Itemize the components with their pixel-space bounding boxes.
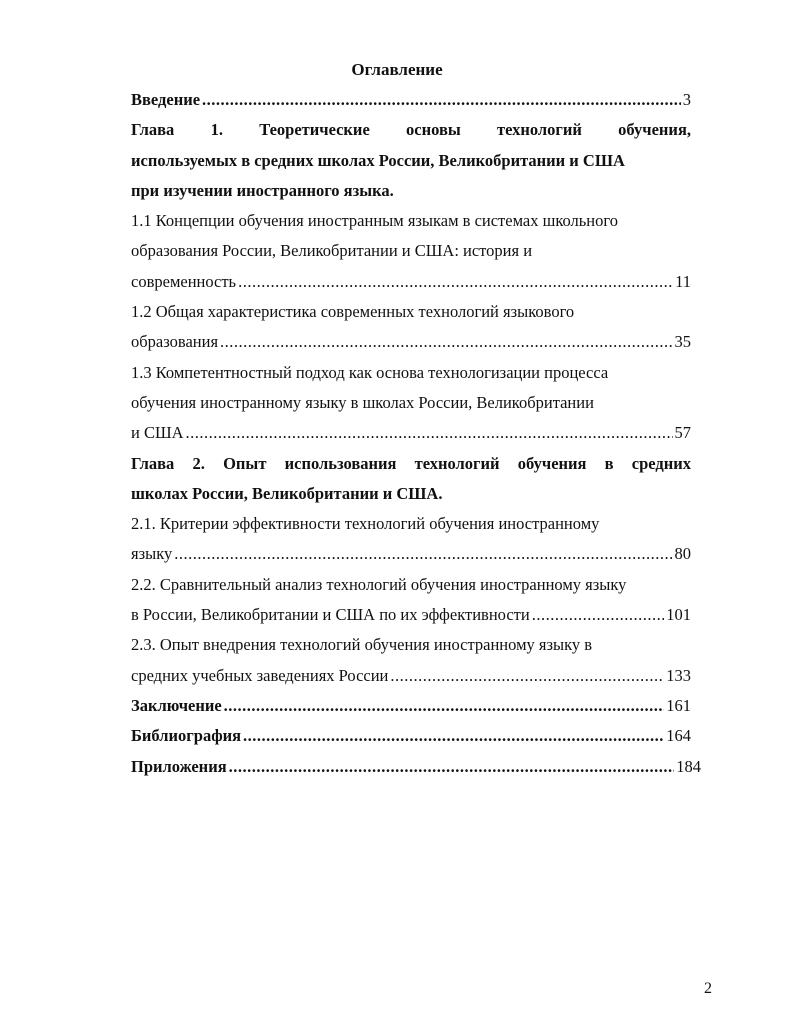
toc-page-number: 57 [674, 423, 691, 443]
toc-entry-section-2-3[interactable] [131, 661, 691, 691]
toc-entry-label: образования [131, 332, 219, 352]
toc-page-number: 3 [682, 90, 691, 109]
section-1-2-line-1: 1.2 Общая характеристика современных технологий языкового [131, 302, 575, 322]
toc-entry-label: языку [131, 544, 173, 564]
leader-dots [243, 721, 664, 751]
page-number: 2 [704, 980, 712, 997]
toc-entry-section-1-2[interactable] [131, 327, 691, 357]
section-1-3-line-2: обучения иностранному языку в школах России, Великобритании [131, 392, 594, 412]
section-1-1-line-1: 1.1 Концепции обучения иностранным языкам в системах школьного [131, 211, 618, 231]
toc-entry-label: Приложения [131, 756, 227, 776]
table-of-contents [131, 85, 701, 782]
chapter-2-heading-line-2[interactable]: школах России, Великобритании и США. [131, 483, 443, 503]
toc-page-number: 80 [674, 544, 691, 564]
chapter-2-heading-line-1[interactable]: Глава 2. Опыт использования технологий обучения в средних [131, 453, 691, 473]
toc-page-number: 184 [676, 756, 701, 776]
page-title: Оглавление [351, 60, 443, 79]
toc-page-number: 11 [675, 271, 691, 291]
toc-entry-section-2-1[interactable] [131, 539, 691, 569]
section-2-2-line-1: 2.2. Сравнительный анализ технологий обучения иностранному языку [131, 574, 627, 594]
leader-dots [229, 752, 675, 782]
toc-entry-section-1-1[interactable] [131, 267, 691, 297]
toc-entry-section-1-3[interactable] [131, 418, 691, 448]
toc-entry-label: современность [131, 271, 237, 291]
toc-page-number: 133 [666, 665, 691, 685]
section-1-1-line-2: образования России, Великобритании и США: история и [131, 241, 533, 261]
leader-dots [220, 327, 672, 357]
chapter-1-heading-line-3[interactable]: при изучении иностранного языка. [131, 180, 394, 200]
leader-dots [532, 600, 665, 630]
leader-dots [224, 691, 665, 721]
toc-entry-appendices[interactable] [131, 752, 701, 782]
toc-page-number: 101 [666, 605, 691, 625]
toc-entry-label: в России, Великобритании и США по их эффективности [131, 605, 530, 625]
section-2-1-line-1: 2.1. Критерии эффективности технологий обучения иностранному [131, 514, 600, 534]
toc-entry-label: и США [131, 423, 184, 443]
toc-entry-intro[interactable] [131, 85, 691, 115]
toc-entry-label: Библиография [131, 726, 242, 746]
leader-dots [390, 661, 664, 691]
section-2-3-line-1: 2.3. Опыт внедрения технологий обучения иностранному языку в [131, 635, 593, 655]
section-1-3-line-1: 1.3 Компетентностный подход как основа технологизации процесса [131, 362, 609, 382]
leader-dots [186, 418, 673, 448]
toc-entry-label: средних учебных заведениях России [131, 665, 389, 685]
chapter-1-heading-line-1[interactable]: Глава 1. Теоретические основы технологий обучения, [131, 120, 691, 140]
leader-dots [238, 267, 673, 297]
toc-page-number: 164 [666, 726, 691, 746]
toc-entry-label: Заключение [131, 695, 222, 715]
toc-entry-section-2-2[interactable] [131, 600, 691, 630]
toc-entry-label: Введение [131, 90, 201, 109]
leader-dots [202, 85, 681, 115]
toc-page-number: 161 [666, 695, 691, 715]
leader-dots [174, 539, 672, 569]
toc-entry-bibliography[interactable] [131, 721, 691, 751]
toc-entry-conclusion[interactable] [131, 691, 691, 721]
toc-page-number: 35 [674, 332, 691, 352]
chapter-1-heading-line-2[interactable]: используемых в средних школах России, Великобритании и США [131, 150, 625, 170]
